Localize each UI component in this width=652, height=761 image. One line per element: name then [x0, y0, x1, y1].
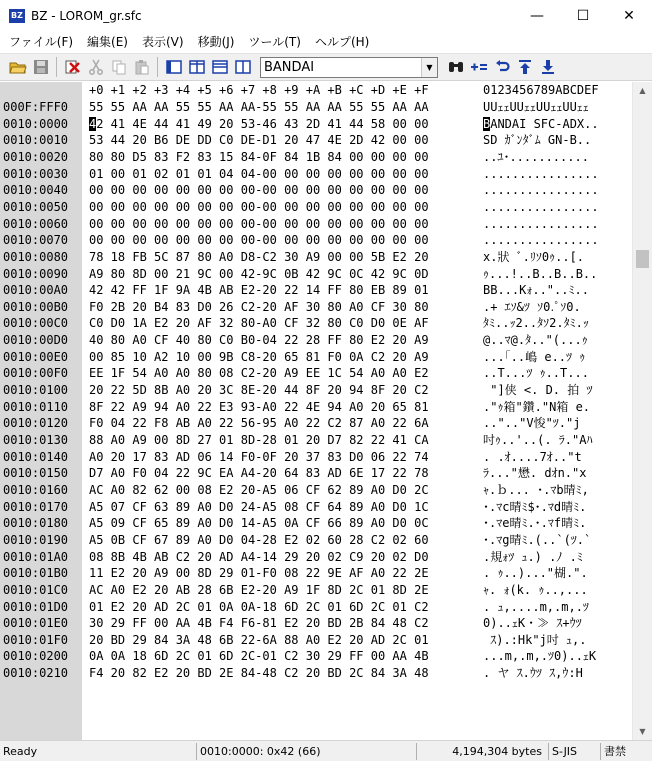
row-bytes[interactable]: A5 09 CF 65 89 A0 D0 14-A5 0A CF 66 89 A0 D0 0C	[89, 516, 429, 531]
row-bytes[interactable]: 40 80 A0 CF 40 80 C0 B0-04 22 28 FF 80 E2 20 A9	[89, 333, 429, 348]
toolbar-separator	[157, 57, 158, 77]
row-bytes[interactable]: 00 85 10 A2 10 00 9B C8-20 65 81 F0 0A C2 20 A9	[89, 349, 429, 364]
row-text[interactable]: .規ｫﾂ ｭ.) .ﾉ .ﾐ	[483, 549, 583, 564]
status-bar	[0, 740, 652, 761]
row-bytes[interactable]: 11 E2 20 A9 00 8D 29 01-F0 08 22 9E AF A0 22 2E	[89, 566, 429, 581]
row-address: 0010:0080	[3, 249, 69, 264]
row-address: 0010:01E0	[3, 616, 69, 631]
row-address: 0010:0180	[3, 516, 69, 531]
hex-editor-view[interactable]	[0, 82, 632, 740]
cursor-char[interactable]: B	[483, 116, 491, 131]
row-text[interactable]: ･.ﾏe晴ﾐ.･.ﾏf晴ﾐ.	[483, 516, 587, 531]
row-bytes[interactable]: 78 18 FB 5C 87 80 A0 D8-C2 30 A9 00 00 5B E2 20	[89, 249, 429, 264]
view-split-vertical-icon[interactable]	[185, 56, 208, 78]
row-text[interactable]: ｬ.ｂ... ･.ﾏb晴ﾐ,	[483, 482, 589, 497]
row-bytes[interactable]: 0A 0A 18 6D 2C 01 6D 2C-01 C2 30 29 FF 00 AA 4B	[89, 649, 429, 664]
maximize-button[interactable]: ☐	[576, 7, 590, 24]
row-bytes[interactable]: F0 04 22 F8 AB A0 22 56-95 A0 22 C2 87 A0 22 6A	[89, 416, 429, 431]
row-text[interactable]: ................	[483, 233, 599, 248]
save-icon[interactable]	[29, 56, 52, 78]
menu-file[interactable]: ファイル(F)	[9, 34, 74, 49]
row-bytes[interactable]: 00 00 00 00 00 00 00 00-00 00 00 00 00 00 00 00	[89, 183, 429, 198]
row-bytes[interactable]: 88 A0 A9 00 8D 27 01 8D-28 01 20 D7 82 22 41 CA	[89, 433, 429, 447]
cursor-byte[interactable]: 4	[89, 116, 97, 131]
row-text[interactable]: . ヤ ｽ.ｳﾂ ｽ,ｳ:H	[483, 666, 583, 681]
open-folder-icon[interactable]	[6, 56, 29, 78]
row-text[interactable]: SD ｶﾞﾝﾀﾞﾑ GN-B..	[483, 133, 592, 148]
window-title: BZ - LOROM_gr.sfc	[31, 8, 142, 23]
title-bar	[0, 0, 652, 31]
row-bytes[interactable]: F4 20 82 E2 20 BD 2E 84-48 C2 20 BD 2C 84 3A 48	[89, 666, 429, 681]
scroll-thumb[interactable]	[636, 250, 649, 268]
vertical-scrollbar[interactable]	[632, 82, 652, 740]
row-bytes[interactable]: 08 8B 4B AB C2 20 AD A4-14 29 20 02 C9 20 02 D0	[89, 549, 429, 564]
row-text[interactable]: ...｢..嶋 e..ﾂ ｩ	[483, 349, 586, 364]
row-bytes[interactable]: 01 00 01 02 01 01 04 04-00 00 00 00 00 00 00 00	[89, 166, 429, 181]
row-text[interactable]: ................	[483, 166, 599, 181]
row-address: 0010:01D0	[3, 599, 69, 614]
row-address: 0010:0000	[3, 116, 69, 131]
row-bytes[interactable]: 20 22 5D 8B A0 20 3C 8E-20 44 8F 20 94 8F 20 C2	[89, 383, 429, 397]
row-bytes[interactable]: 80 80 D5 83 F2 83 15 84-0F 84 1B 84 00 00 00 00	[89, 149, 429, 164]
row-bytes[interactable]: 00 00 00 00 00 00 00 00-00 00 00 00 00 00 00 00	[89, 233, 429, 248]
search-combo[interactable]	[260, 57, 438, 78]
close-button[interactable]: ✕	[623, 7, 635, 24]
row-bytes[interactable]: AC A0 E2 20 AB 28 6B E2-20 A9 1F 8D 2C 01 8D 2E	[89, 582, 429, 597]
row-address: 0010:0050	[3, 199, 69, 214]
offset-header: +0 +1 +2 +3 +4 +5 +6 +7 +8 +9 +A +B +C +D +E +F	[89, 83, 429, 97]
row-bytes[interactable]: 42 42 FF 1F 9A 4B AB E2-20 22 14 FF 80 EB 89 01	[89, 283, 429, 298]
find-binoculars-icon[interactable]	[444, 56, 467, 78]
row-address: 0010:0160	[3, 482, 69, 497]
row-text[interactable]: ."ｩ箱"鑽."N箱 e.	[483, 399, 591, 414]
row-address: 0010:01F0	[3, 632, 69, 647]
row-address: 0010:0110	[3, 399, 69, 414]
row-address: 000F:FFF0	[3, 100, 69, 114]
toolbar-separator	[56, 57, 57, 77]
view-compare-icon[interactable]	[231, 56, 254, 78]
view-split-horizontal-icon[interactable]	[208, 56, 231, 78]
row-text[interactable]: ｽ).:Hk"j吋 ｭ,.	[483, 632, 587, 647]
row-text[interactable]: . ｩ..)..."楜.".	[483, 566, 588, 581]
back-icon[interactable]	[490, 56, 513, 78]
char-header: 0123456789ABCDEF	[483, 83, 599, 97]
row-bytes[interactable]: A9 80 8D 00 21 9C 00 42-9C 0B 42 9C 0C 42 9C 0D	[89, 266, 429, 281]
delete-icon[interactable]	[61, 56, 84, 78]
row-address: 0010:0170	[3, 499, 69, 514]
row-address: 0010:0100	[3, 383, 69, 397]
row-text[interactable]: ･.ﾏc晴ﾐ$･.ﾏd晴ﾐ.	[483, 499, 587, 514]
row-address: 0010:0010	[3, 133, 69, 148]
view-single-icon[interactable]	[162, 56, 185, 78]
row-text[interactable]: x.狀 ﾞ.ﾘｿ0ｩ..[.	[483, 249, 585, 264]
paste-icon[interactable]	[130, 56, 153, 78]
row-address: 0010:0040	[3, 183, 69, 198]
row-text[interactable]: ................	[483, 199, 599, 214]
row-bytes[interactable]: C0 D0 1A E2 20 AF 32 80-A0 CF 32 80 C0 D0 0E AF	[89, 316, 429, 331]
row-text[interactable]: 吋ｩ..'..(. ﾗ."Aﾊ	[483, 433, 593, 447]
status-mode: 書禁	[600, 743, 652, 760]
row-text[interactable]: "]侠 <. D. 拍 ﾂ	[483, 383, 593, 397]
row-address: 0010:00B0	[3, 299, 69, 314]
row-bytes[interactable]: A5 07 CF 63 89 A0 D0 24-A5 08 CF 64 89 A0 D0 1C	[89, 499, 429, 514]
row-bytes[interactable]: D7 A0 F0 04 22 9C EA A4-20 64 83 AD 6E 17 22 78	[89, 466, 429, 481]
row-address: 0010:00E0	[3, 349, 69, 364]
row-text[interactable]: ﾗ..."懋. dｵn."x	[483, 466, 587, 481]
row-text[interactable]: ･.ﾏg晴ﾐ.(..`(ﾂ.`	[483, 532, 592, 547]
row-address: 0010:0150	[3, 466, 69, 481]
row-text[interactable]: ..".."V悛"ﾂ."j	[483, 416, 581, 431]
row-address: 0010:00C0	[3, 316, 69, 331]
toolbar	[0, 53, 652, 81]
row-bytes[interactable]: AC A0 82 62 00 08 E2 20-A5 06 CF 62 89 A0 D0 2C	[89, 482, 429, 497]
row-address: 0010:0140	[3, 449, 69, 464]
row-text[interactable]: ..T...ﾂ ｩ..T...	[483, 366, 589, 381]
jump-down-icon[interactable]	[536, 56, 559, 78]
menu-bar	[0, 31, 652, 51]
row-address: 0010:0210	[3, 666, 69, 681]
row-address: 0010:0200	[3, 649, 69, 664]
minimize-button[interactable]: —	[530, 7, 544, 24]
row-address: 0010:00D0	[3, 333, 69, 348]
row-bytes[interactable]: 8F 22 A9 94 A0 22 E3 93-A0 22 4E 94 A0 20 65 81	[89, 399, 429, 414]
row-address: 0010:00F0	[3, 366, 69, 381]
row-address: 0010:0130	[3, 433, 69, 447]
row-bytes[interactable]: EE 1F 54 A0 A0 80 08 C2-20 A9 EE 1C 54 A0 A0 E2	[89, 366, 429, 381]
jump-up-icon[interactable]	[513, 56, 536, 78]
row-text[interactable]: ...m,.m,.ﾂ0)..ｪK	[483, 649, 597, 664]
row-address: 0010:0120	[3, 416, 69, 431]
status-file-size: 4,194,304 bytes	[416, 743, 548, 760]
row-address: 0010:0090	[3, 266, 69, 281]
row-bytes[interactable]: 00 00 00 00 00 00 00 00-00 00 00 00 00 00 00 00	[89, 199, 429, 214]
menu-jump[interactable]: 移動(J)	[197, 34, 235, 49]
row-text[interactable]: BANDAI SFC-ADX..	[483, 116, 599, 131]
row-bytes[interactable]: 01 E2 20 AD 2C 01 0A 0A-18 6D 2C 01 6D 2C 01 C2	[89, 599, 429, 614]
hex-header-row	[0, 82, 599, 98]
row-text[interactable]: 0)..ｪK・≫ ｽ+ｳﾂ	[483, 616, 582, 631]
chevron-down-icon[interactable]: ▼	[421, 58, 437, 77]
menu-view[interactable]: 表示(V)	[141, 34, 184, 49]
menu-tools[interactable]: ツール(T)	[248, 34, 301, 49]
row-address: 0010:0030	[3, 166, 69, 181]
row-text[interactable]: . .ｵ....7ｵ.."t	[483, 449, 582, 464]
row-text[interactable]: . ｭ,....m,.m,.ﾂ	[483, 599, 589, 614]
menu-edit[interactable]: 編集(E)	[87, 34, 128, 49]
row-text[interactable]: ................	[483, 183, 599, 198]
row-bytes[interactable]: 42 41 4E 44 41 49 20 53-46 43 2D 41 44 58 00 00	[89, 116, 429, 131]
scroll-up-icon[interactable]: ▲	[639, 86, 646, 95]
row-text[interactable]: ﾀﾐ..ｯ2..ﾀｿ2.ﾀﾐ.ｯ	[483, 316, 589, 331]
search-combo-value: BANDAI	[264, 59, 315, 75]
row-text[interactable]: ................	[483, 216, 599, 231]
status-encoding: S-JIS	[548, 743, 600, 760]
row-bytes[interactable]: 00 00 00 00 00 00 00 00-00 00 00 00 00 00 00 00	[89, 216, 429, 231]
row-bytes[interactable]: 20 BD 29 84 3A 48 6B 22-6A 88 A0 E2 20 AD 2C 01	[89, 632, 429, 647]
row-text[interactable]: UUｪｪUUｪｪUUｪｪUUｪｪ	[483, 100, 589, 114]
row-bytes[interactable]: 53 44 20 B6 DE DD C0 DE-D1 20 47 4E 2D 42 00 00	[89, 133, 429, 148]
status-ready: Ready	[3, 745, 38, 758]
row-address: 0010:0060	[3, 216, 69, 231]
row-address: 0010:01A0	[3, 549, 69, 564]
row-address: 0010:0190	[3, 532, 69, 547]
row-address: 0010:0020	[3, 149, 69, 164]
row-bytes[interactable]: 55 55 AA AA 55 55 AA AA-55 55 AA AA 55 55 AA AA	[89, 100, 429, 114]
row-address: 0010:00A0	[3, 283, 69, 298]
menu-help[interactable]: ヘルプ(H)	[314, 34, 370, 49]
row-bytes[interactable]: 30 29 FF 00 AA 4B F4 F6-81 E2 20 BD 2B 84 48 C2	[89, 616, 429, 631]
row-address: 0010:0070	[3, 233, 69, 248]
add-jump-icon[interactable]	[467, 56, 490, 78]
row-text[interactable]: @..ﾏ@.ﾀ.."(...ｩ	[483, 333, 588, 348]
row-text[interactable]: ｬ. ｫ(k. ｩ..,...	[483, 582, 588, 597]
row-text[interactable]: BB...Kｫ.."..ﾐ..	[483, 283, 589, 298]
row-text[interactable]: .+ ｴｿ&ﾂ ｿ0.ﾟｿ0.	[483, 299, 581, 314]
copy-icon[interactable]	[107, 56, 130, 78]
row-text[interactable]: ｩ...!..B..B..B..	[483, 266, 598, 281]
status-position: 0010:0000: 0x42 (66)	[196, 743, 416, 760]
cut-icon[interactable]	[84, 56, 107, 78]
row-address: 0010:01B0	[3, 566, 69, 581]
app-icon: BZ	[9, 9, 25, 23]
row-bytes[interactable]: A0 20 17 83 AD 06 14 F0-0F 20 37 83 D0 06 22 74	[89, 449, 429, 464]
row-bytes[interactable]: A5 0B CF 67 89 A0 D0 04-28 E2 02 60 28 C2 02 60	[89, 532, 429, 547]
row-bytes[interactable]: F0 2B 20 B4 83 D0 26 C2-20 AF 30 80 A0 CF 30 80	[89, 299, 429, 314]
row-address: 0010:01C0	[3, 582, 69, 597]
row-text[interactable]: ..ﾕ･...........	[483, 149, 589, 164]
scroll-down-icon[interactable]: ▼	[639, 727, 646, 736]
